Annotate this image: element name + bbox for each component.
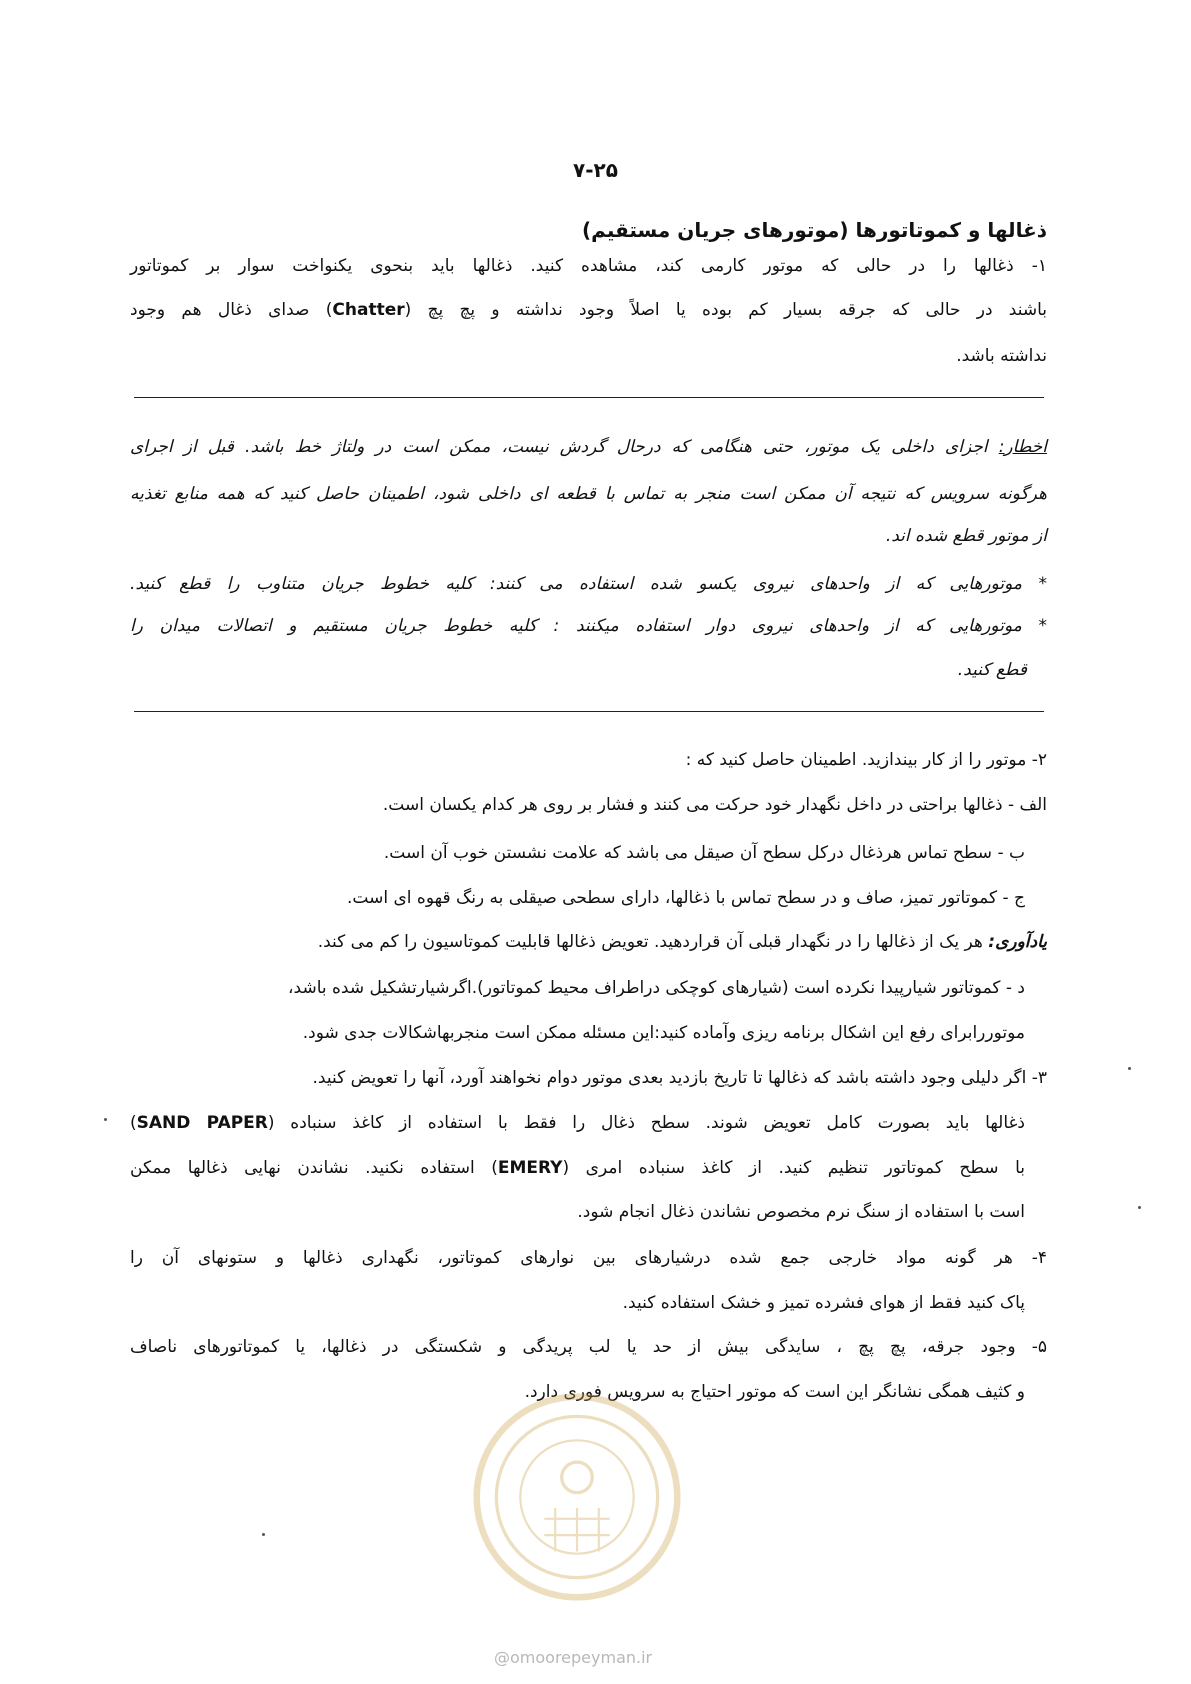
site-watermark: @omoorepeyman.ir	[494, 1648, 653, 1667]
item4-line1: ۴- هر گونه مواد خارجی جمع شده درشیارهای بین نوارهای کموتاتور، نگهداری ذغالها و ستونهای آن را	[130, 1248, 1047, 1268]
item2-alef: الف - ذغالها براحتی در داخل نگهدار خود حرکت می کنند و فشار بر روی هر کدام یکسان است.	[382, 795, 1047, 815]
scan-speck	[262, 1533, 265, 1536]
item5-line1: ۵- وجود جرقه، پچ پچ ، سایدگی بیش از حد یا لب پریدگی و شکستگی در ذغالها، یا کموتاتورهای ناصاف	[130, 1337, 1047, 1357]
item2-be: ب - سطح تماس هرذغال درکل سطح آن صیقل می باشد که علامت نشستن خوب آن است.	[383, 843, 1025, 863]
scan-speck	[1128, 1067, 1131, 1070]
scan-speck	[1138, 1206, 1141, 1209]
item3-line1: ۳- اگر دلیلی وجود داشته باشد که ذغالها تا تاریخ بازدید بعدی موتور دوام نخواهند آورد، آنها را تعویض کنید.	[312, 1068, 1047, 1088]
item3-line4: است با استفاده از سنگ نرم مخصوص نشاندن ذغال انجام شود.	[577, 1202, 1025, 1222]
scan-speck	[104, 1118, 107, 1121]
divider-bottom	[134, 711, 1044, 712]
warning-line1: اخطار: اجزای داخلی یک موتور، حتی هنگامی که درحال گردش نیست، ممکن است در ولتاژ خط باشد. قبل از اجرای	[130, 437, 1047, 457]
item2-jim: ج - کموتاتور تمیز، صاف و در سطح تماس با ذغالها، دارای سطحی صیقلی به رنگ قهوه ای است.	[347, 888, 1025, 908]
item3-line2: ذغالها باید بصورت کامل تعویض شوند. سطح ذغال را فقط با استفاده از کاغذ سنباده (SAND PAPER)	[130, 1113, 1025, 1133]
item1-line3: نداشته باشد.	[956, 346, 1047, 366]
item1-line2: باشند در حالی که جرقه بسیار کم بوده یا اصلاً وجود نداشته و پچ پچ (Chatter) صدای ذغال هم وجود	[130, 300, 1047, 320]
item5-line2: و کثیف همگی نشانگر این است که موتور احتیاج به سرویس فوری دارد.	[524, 1382, 1025, 1402]
warning-bullet1: * موتورهایی که از واحدهای نیروی یکسو شده استفاده می کنند: کلیه خطوط جریان متناوب را قطع کنید.	[130, 574, 1047, 594]
section-title: ذغالها و کموتاتورها (موتورهای جریان مستقیم)	[582, 218, 1047, 242]
seal-stamp-icon	[468, 1388, 686, 1606]
item2-dal-line1: د - کموتاتور شیارپیدا نکرده است (شیارهای کوچکی دراطراف محیط کموتاتور).اگرشیارتشکیل شده باشد،	[288, 978, 1025, 998]
warning-bullet2-line2: قطع کنید.	[957, 660, 1027, 680]
reminder-label: یادآوری:	[988, 932, 1047, 952]
divider-top	[134, 397, 1044, 398]
warning-line3: از موتور قطع شده اند.	[885, 526, 1047, 546]
warning-line2: هرگونه سرویس که نتیجه آن ممکن است منجر به تماس با قطعه ای داخلی شود، اطمینان حاصل کنید که همه منابع تغذیه	[130, 484, 1047, 504]
warning-bullet2-line1: * موتورهایی که از واحدهای نیروی دوار استفاده میکنند : کلیه خطوط جریان مستقیم و اتصالات میدان را	[130, 616, 1047, 636]
item3-line3: با سطح کموتاتور تنظیم کنید. از کاغذ سنباده امری (EMERY) استفاده نکنید. نشاندن نهایی ذغالها ممکن	[130, 1158, 1025, 1178]
item2-dal-line2: موتوررابرای رفع این اشکال برنامه ریزی وآماده کنید:این مسئله ممکن است منجربهاشکالات جدی شود.	[302, 1023, 1025, 1043]
item4-line2: پاک کنید فقط از هوای فشرده تمیز و خشک استفاده کنید.	[622, 1293, 1025, 1313]
item2-reminder: یادآوری: هر یک از ذغالها را در نگهدار قبلی آن قراردهید. تعویض ذغالها قابلیت کموتاسیون را کم می کند.	[317, 932, 1047, 952]
page-number: ۷-۲۵	[573, 158, 618, 182]
item2-intro: ۲- موتور را از کار بیندازید. اطمینان حاصل کنید که :	[685, 750, 1047, 770]
item1-line1: ۱- ذغالها را در حالی که موتور کارمی کند، مشاهده کنید. ذغالها باید بنحوی یکنواخت سوار بر کموتاتور	[130, 256, 1047, 276]
warning-label: اخطار:	[998, 437, 1047, 457]
